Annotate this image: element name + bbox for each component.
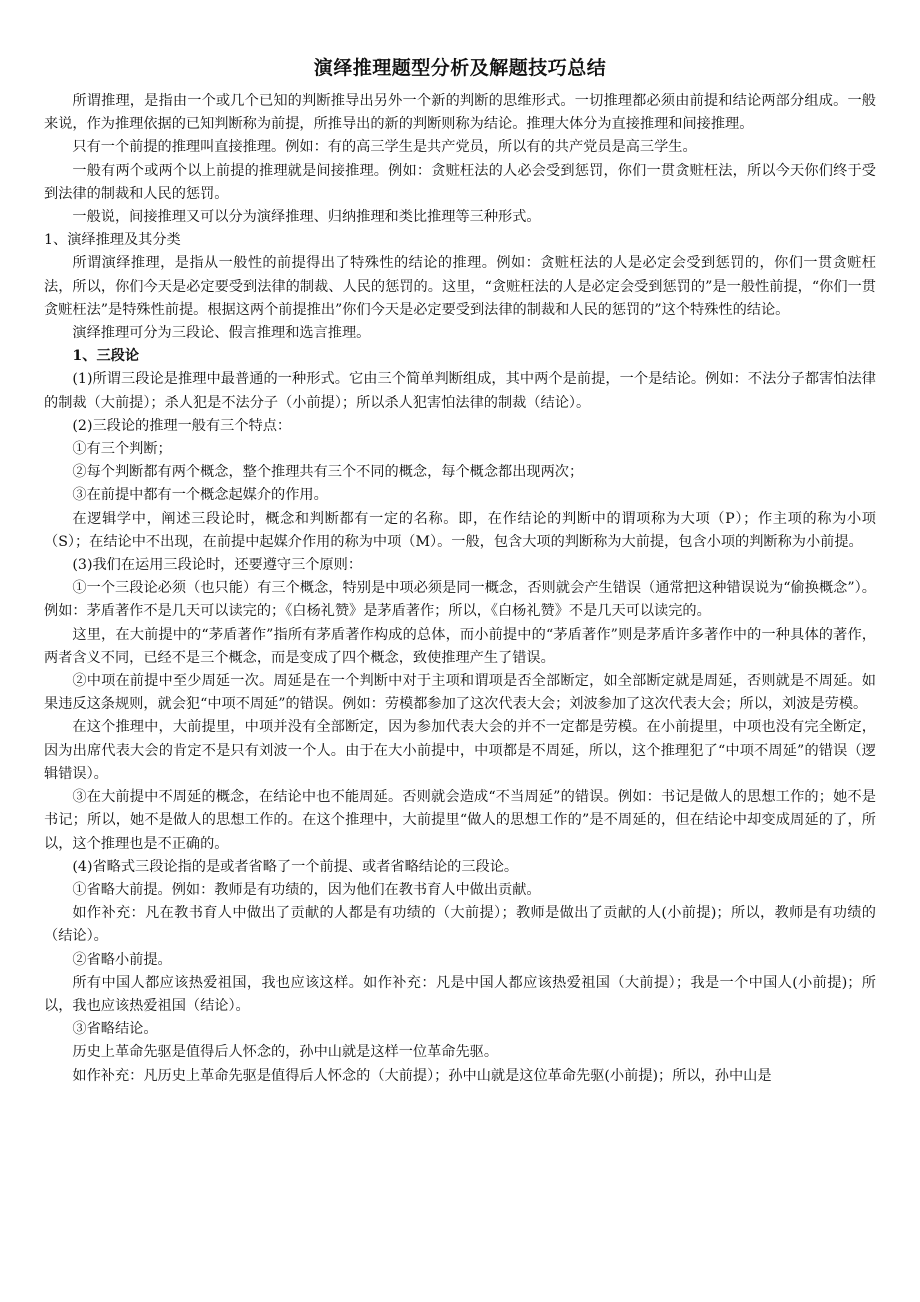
document-title: 演绎推理题型分析及解题技巧总结 (313, 57, 607, 79)
list-item: ①有三个判断； (72, 441, 172, 458)
paragraph: 演绎推理可分为三段论、假言推理和选言推理。 (72, 325, 371, 342)
list-item: ①省略大前提。例如：教师是有功绩的，因为他们在教书育人中做出贡献。 (72, 881, 541, 898)
paragraph: 如作补充：凡历史上革命先驱是值得后人怀念的（大前提）；孙中山就是这位革命先驱(小前提)；所以，孙中山是 (72, 1067, 772, 1084)
paragraph: 如作补充：凡在教书育人中做出了贡献的人都是有功绩的（大前提）；教师是做出了贡献的人(小前提)；所以，教师是有功绩的（结论）。 (44, 905, 876, 945)
paragraph: (3)我们在运用三段论时，还要遵守三个原则： (72, 557, 363, 574)
paragraph: (4)省略式三段论指的是或者省略了一个前提、或者省略结论的三段论。 (72, 858, 519, 875)
subsection-heading: 1、三段论 (72, 348, 140, 365)
paragraph: (2)三段论的推理一般有三个特点： (72, 417, 292, 434)
list-item: ②每个判断都有两个概念，整个推理共有三个不同的概念，每个概念都出现两次； (72, 464, 584, 481)
list-item: ③在前提中都有一个概念起媒介的作用。 (72, 487, 328, 504)
paragraph: 所有中国人都应该热爱祖国，我也应该这样。如作补充：凡是中国人都应该热爱祖国（大前提）；我是一个中国人(小前提)；所以，我也应该热爱祖国（结论）。 (44, 974, 876, 1014)
paragraph: 所谓演绎推理，是指从一般性的前提得出了特殊性的结论的推理。例如：贪赃枉法的人是必定会受到惩罚的，你们一贯贪赃枉法，所以，你们今天是必定要受到法律的制裁、人民的惩罚的。这里，“贪赃枉法的人是必定会受到惩罚的”是一般性前提，“你们一贯贪赃枉法”是特殊性前提。根据这两个前提推出”你们今天是必定要受到法律的制裁和人民的惩罚的”这个特殊性的结论。 (44, 255, 876, 318)
list-item: ①一个三段论必须（也只能）有三个概念，特别是中项必须是同一概念，否则就会产生错误（通常把这种错误说为“偷换概念”）。例如：茅盾著作不是几天可以读完的；《白杨礼赞》是茅盾著作；所以，《白杨礼赞》不是几天可以读完的。 (44, 580, 876, 620)
paragraph: 一般说，间接推理又可以分为演绎推理、归纳推理和类比推理等三种形式。 (72, 209, 541, 226)
paragraph: 这里，在大前提中的“茅盾著作”指所有茅盾著作构成的总体，而小前提中的“茅盾著作”则是茅盾许多著作中的一种具体的著作，两者含义不同，已经不是三个概念，而是变成了四个概念，致使推理产生了错误。 (44, 626, 876, 666)
paragraph: 所谓推理，是指由一个或几个已知的判断推导出另外一个新的判断的思维形式。一切推理都必须由前提和结论两部分组成。一般来说，作为推理依据的已知判断称为前提，所推导出的新的判断则称为结论。推理大体分为直接推理和间接推理。 (44, 93, 876, 133)
list-item: ②中项在前提中至少周延一次。周延是在一个判断中对于主项和谓项是否全部断定，如全部断定就是周延，否则就是不周延。如果违反这条规则，就会犯“中项不周延”的错误。例如：劳模都参加了这次代表大会；刘波参加了这次代表大会；所以，刘波是劳模。 (44, 673, 876, 713)
section-heading: 1、演绎推理及其分类 (44, 232, 181, 249)
paragraph: 一般有两个或两个以上前提的推理就是间接推理。例如：贪赃枉法的人必会受到惩罚，你们一贯贪赃枉法，所以今天你们终于受到法律的制裁和人民的惩罚。 (44, 162, 876, 202)
paragraph: 只有一个前提的推理叫直接推理。例如：有的高三学生是共产党员，所以有的共产党员是高三学生。 (72, 139, 697, 156)
paragraph: 历史上革命先驱是值得后人怀念的，孙中山就是这样一位革命先驱。 (72, 1044, 499, 1061)
paragraph: 在这个推理中，大前提里，中项并没有全部断定，因为参加代表大会的并不一定都是劳模。在小前提里，中项也没有完全断定，因为出席代表大会的肯定不是只有刘波一个人。由于在大小前提中，中项都是不周延，所以，这个推理犯了“中项不周延”的错误（逻辑错误）。 (44, 719, 876, 782)
paragraph: (1)所谓三段论是推理中最普通的一种形式。它由三个简单判断组成，其中两个是前提，一个是结论。例如：不法分子都害怕法律的制裁（大前提）；杀人犯是不法分子（小前提）；所以杀人犯害怕法律的制裁（结论）。 (44, 371, 876, 411)
list-item: ②省略小前提。 (72, 951, 172, 968)
paragraph: 在逻辑学中，阐述三段论时，概念和判断都有一定的名称。即，在作结论的判断中的谓项称为大项（P）；作主项的称为小项（S）；在结论中不出现，在前提中起媒介作用的称为中项（M）。一般，包含大项的判断称为大前提，包含小项的判断称为小前提。 (44, 510, 876, 550)
list-item: ③省略结论。 (72, 1021, 158, 1038)
list-item: ③在大前提中不周延的概念，在结论中也不能周延。否则就会造成“不当周延”的错误。例如：书记是做人的思想工作的；她不是书记；所以，她不是做人的思想工作的。在这个推理中，大前提里“做人的思想工作的”是不周延的，但在结论中却变成周延的了，所以，这个推理也是不正确的。 (44, 789, 876, 852)
